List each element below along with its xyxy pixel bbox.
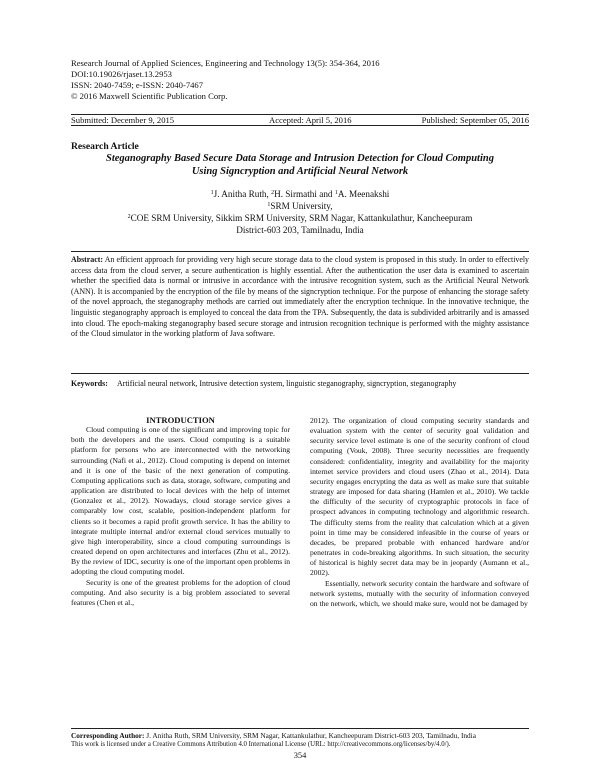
journal-copyright: © 2016 Maxwell Scientific Publication Corp. bbox=[71, 90, 228, 101]
authors-block bbox=[71, 188, 529, 236]
affiliation-sup: 2 bbox=[127, 214, 131, 220]
affiliation-2-cont: District-603 203, Tamilnadu, India bbox=[236, 225, 364, 235]
page-number: 354 bbox=[293, 750, 307, 760]
right-column bbox=[310, 416, 529, 609]
journal-citation: Research Journal of Applied Sciences, Engineering and Technology 13(5): 354-364, 2016 bbox=[71, 58, 380, 68]
corr-label: Corresponding Author: bbox=[71, 731, 145, 740]
paragraph: Cloud computing is one of the significant and improving topic for both the developers and the users. Cloud computing is a suitable platform for persons who are interconnected with the networking surrounding (Nafi et al., 2012). Cloud computing is depend on internet and it is one of the basic of the next generation of computing. Computing applications such as data, storage, software, computing and application are distributed to local devices with the help of internet (Gonzalez et al., 2012). Nowadays, cloud storage service gives a comparably low cost, scalable, position-independent platform for clients so it becomes a rapid profit growth service. It has the ability to integrate multiple internal and/or external cloud services mutually to give high interoperability, since a cloud computing surroundings is created depend on open architectures and interfaces (Zhu et al., 2012). By the review of IDC, security is one of the important open problems in adopting the cloud computing model. bbox=[71, 425, 290, 577]
author-name: J. Anitha Ruth, bbox=[213, 189, 269, 199]
author-sup: 1 bbox=[334, 190, 338, 196]
left-column bbox=[71, 415, 290, 608]
corresponding-author bbox=[71, 731, 529, 740]
accepted-date: Accepted: April 5, 2016 bbox=[269, 114, 352, 125]
author-name: H. Sirmathi and bbox=[274, 189, 333, 199]
paragraph: Security is one of the greatest problems for the adoption of cloud computing. And also security is a big problem associated to several features (Chen et al., bbox=[71, 577, 290, 607]
dates-bar bbox=[71, 114, 529, 126]
abstract-label: Abstract: bbox=[71, 255, 103, 264]
affiliation-2 bbox=[71, 212, 529, 224]
corr-text: J. Anitha Ruth, SRM University, SRM Nagar, Kattankulathur, Kancheepuram District-603 203, Tamilnadu, India bbox=[146, 731, 476, 740]
paragraph: 2012). The organization of cloud computing security standards and evaluation system with the center of security goal validation and security service level estimate is one of the security confront of cloud computing (Vouk, 2008). Three security necessities are frequently considered: confidentiality, integrity and availability for the majority internet service providers and cloud users (Zhao et al., 2014). Data security engages encrypting the data as well as make sure that suitable strategy are imposed for data sharing (Hamlen et al., 2010). We tackle the difficulty of the security of cryptographic protocols in face of prospect advances in computing technology and algorithmic research. The difficulty stems from the reality that calculation which at a given point in time may be considered infeasible in the course of years or decades, be prepared probable with enhanced hardware and/or penetrates in code-breaking algorithms. In such situation, the security of historical is highly secret data may be in jeopardy (Aumann et al., 2002). bbox=[310, 416, 529, 578]
footer bbox=[71, 728, 529, 760]
submitted-date: Submitted: December 9, 2015 bbox=[71, 114, 175, 125]
keywords-text: Artificial neural network, Intrusive detection system, linguistic steganography, signcryption, steganography bbox=[117, 379, 457, 388]
paper-title bbox=[71, 152, 529, 178]
published-date: Published: September 05, 2016 bbox=[421, 114, 529, 125]
keywords bbox=[71, 378, 529, 389]
section-heading: INTRODUCTION bbox=[146, 415, 215, 425]
affiliation-1 bbox=[71, 200, 529, 212]
title-line-1: Steganography Based Secure Data Storage and Intrusion Detection for Cloud Computing bbox=[106, 153, 494, 164]
affiliation-text: SRM University, bbox=[270, 201, 333, 211]
abstract-text: An efficient approach for providing very high secure storage data to the cloud system is proposed in this study. In order to effectively access data from the cloud server, a secure authentication is highly essential. After the authentication the user data is examined to ascertain whether the specified data is normal or intrusive in accordance with the intrusive recognition system, such as the Artificial Neural Network (ANN). It is accompanied by the encryption of the file by means of the signcryption technique. For the purpose of enhancing the storage safety of the novel approach, the steganography methods are carried out immediately after the encryption technique. In the innovative technique, the linguistic steganography approach is employed to conceal the data from the TPA. Subsequently, the data is subdivided arbitrarily and is amassed into cloud. The epoch-making steganography based secure storage and intrusion recognition technique is performed with the mighty assistance of the Cloud simulator in the working platform of Java software. bbox=[71, 255, 529, 339]
paragraph: Essentially, network security contain the hardware and software of network systems, mutually with the security of information conveyed on the network, which, we should make sure, would not be damaged by bbox=[310, 578, 529, 608]
author-name: A. Meenakshi bbox=[337, 189, 390, 199]
affiliation-sup: 1 bbox=[267, 202, 271, 208]
license-notice: This work is licensed under a Creative Commons Attribution 4.0 International License (URL: http://creativecommons.org/licenses/by/4.0/). bbox=[71, 741, 451, 749]
journal-issn: ISSN: 2040-7459; e-ISSN: 2040-7467 bbox=[71, 79, 204, 90]
article-type: Research Article bbox=[71, 141, 139, 152]
journal-info bbox=[71, 58, 380, 102]
keywords-label: Keywords: bbox=[71, 379, 108, 388]
abstract bbox=[71, 251, 529, 374]
author-sup: 1 bbox=[210, 190, 214, 196]
author-list bbox=[71, 188, 529, 200]
title-line-2: Using Signcryption and Artificial Neural Network bbox=[191, 166, 409, 177]
author-sup: 2 bbox=[271, 190, 275, 196]
journal-doi: DOI:10.19026/rjaset.13.2953 bbox=[71, 68, 172, 79]
affiliation-text: COE SRM University, Sikkim SRM University, SRM Nagar, Kattankulathur, Kancheepuram bbox=[130, 213, 473, 223]
